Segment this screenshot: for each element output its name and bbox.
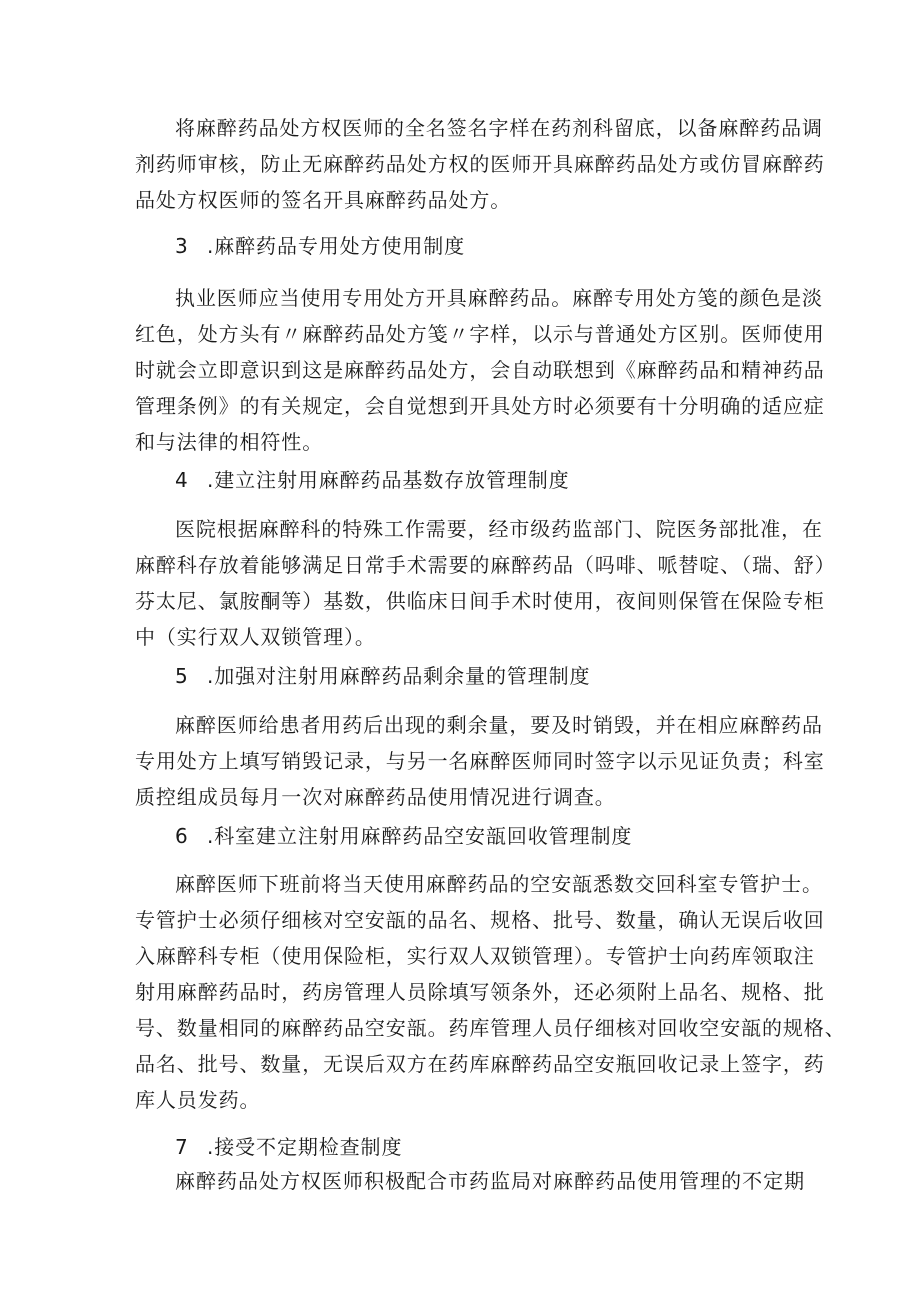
text-line: 入麻醉科专柜（使用保险柜，实行双人双锁管理）。专管护士向药库领取注 — [135, 944, 815, 968]
text-line: 时就会立即意识到这是麻醉药品处方，会自动联想到《麻醉药品和精神药品 — [135, 358, 825, 382]
heading-number: 7 — [175, 1135, 189, 1159]
text-line: 剂药师审核，防止无麻醉药品处方权的医师开具麻醉药品处方或仿冒麻醉药 — [135, 152, 825, 176]
text-line: 管理条例》的有关规定，会自觉想到开具处方时必须要有十分明确的适应症 — [135, 394, 825, 418]
text-line: 品处方权医师的签名开具麻醉药品处方。 — [135, 188, 512, 212]
text-line: 麻醉科存放着能够满足日常手术需要的麻醉药品（吗啡、哌替啶、（瑞、舒） — [135, 553, 836, 577]
section-heading-3 — [175, 228, 465, 264]
text-line: 射用麻醉药品时，药房管理人员除填写领条外，还必须附上品名、规格、批 — [135, 980, 825, 1004]
paragraph-base-storage — [135, 511, 836, 655]
text-line: 麻醉医师给患者用药后出现的剩余量，要及时销毁，并在相应麻醉药品 — [175, 713, 823, 737]
text-line: 医院根据麻醉科的特殊工作需要，经市级药监部门、院医务部批准，在 — [175, 517, 823, 541]
section-heading-4 — [175, 462, 570, 498]
paragraph-ampoule-recovery — [135, 866, 846, 1118]
text-line: 麻醉医师下班前将当天使用麻醉药品的空安瓿悉数交回科室专管护士。 — [175, 872, 823, 896]
heading-text: .建立注射用麻醉药品基数存放管理制度 — [207, 468, 570, 492]
heading-text: .加强对注射用麻醉药品剩余量的管理制度 — [207, 664, 591, 688]
heading-number: 6 — [175, 824, 189, 848]
heading-number: 4 — [175, 468, 189, 492]
text-line: 专用处方上填写销毁记录，与另一名麻醉医师同时签字以示见证负责；科室 — [135, 749, 825, 773]
section-heading-6 — [175, 818, 632, 854]
text-line: 麻醉药品处方权医师积极配合市药监局对麻醉药品使用管理的不定期 — [175, 1169, 805, 1193]
text-line: 中（实行双人双锁管理）。 — [135, 625, 376, 649]
text-line: 和与法律的相符性。 — [135, 430, 324, 454]
heading-text: .科室建立注射用麻醉药品空安瓿回收管理制度 — [207, 824, 633, 848]
heading-text: .接受不定期检查制度 — [207, 1135, 403, 1159]
text-line: 库人员发药。 — [135, 1088, 261, 1112]
text-line: 芬太尼、氯胺酮等）基数，供临床日间手术时使用，夜间则保管在保险专柜 — [135, 589, 825, 613]
text-line: 质控组成员每月一次对麻醉药品使用情况进行调查。 — [135, 785, 616, 809]
paragraph-inspection — [135, 1163, 805, 1199]
text-line: 将麻醉药品处方权医师的全名签名字样在药剂科留底，以备麻醉药品调 — [175, 116, 823, 140]
text-line: 专管护士必须仔细核对空安瓿的品名、规格、批号、数量，确认无误后收回 — [135, 908, 825, 932]
text-line: 执业医师应当使用专用处方开具麻醉药品。麻醉专用处方笺的颜色是淡 — [175, 286, 823, 310]
text-line: 品名、批号、数量，无误后双方在药库麻醉药品空安瓶回收记录上签字，药 — [135, 1052, 825, 1076]
paragraph-signature-record — [135, 110, 825, 218]
paragraph-special-prescription — [135, 280, 825, 460]
heading-number: 3 — [175, 234, 189, 258]
paragraph-remaining-amount — [135, 707, 825, 815]
heading-text: .麻醉药品专用处方使用制度 — [207, 234, 466, 258]
section-heading-7 — [175, 1129, 402, 1165]
heading-number: 5 — [175, 664, 189, 688]
text-line: 红色，处方头有〃麻醉药品处方笺〃字样，以示与普通处方区别。医师使用 — [135, 322, 825, 346]
section-heading-5 — [175, 658, 590, 694]
text-line: 号、数量相同的麻醉药品空安瓿。药库管理人员仔细核对回收空安瓿的规格、 — [135, 1016, 846, 1040]
